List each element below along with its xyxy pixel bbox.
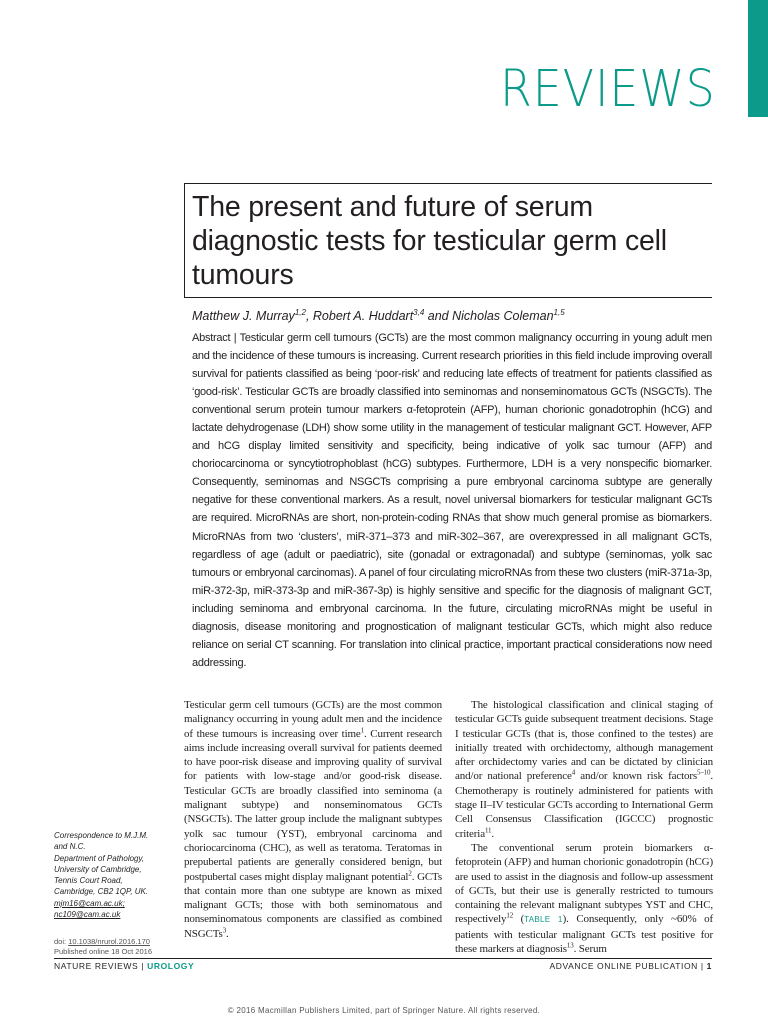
body-text: ). Consequently, only ~60% of patients with testicular malignant GCTs test positive for these markers at diagnosis: [455, 913, 713, 956]
body-text: . Current research aims include increasing overall survival for patients deemed to have poor-risk disease and improving quality of survival for patients with low-stage and/or good-risk disease. Testicular GCTs are broadly classified into seminoma (a malignant subtype) and nonseminomatous GCTs (NSGCTs). The latter group include the malignant subtypes yolk sac tumour (YST), embryonal carcinoma and choriocarcinoma (CHC), as well as teratoma. Teratomas in prepubertal patients are generally considered benign, but postpubertal cases might display malignant potential: [184, 727, 442, 883]
journal-name: NATURE REVIEWS: [54, 961, 139, 971]
body-paragraph: [455, 698, 713, 841]
abstract: [192, 329, 712, 672]
citation-ref[interactable]: 12: [506, 911, 514, 920]
author-name[interactable]: Matthew J. Murray: [192, 309, 295, 324]
correspondence-line: University of Cambridge,: [54, 864, 142, 874]
table-reference-link[interactable]: TABLE 1: [524, 915, 563, 925]
email-link[interactable]: nc109@cam.ac.uk: [54, 910, 121, 920]
body-text: . GCTs that contain more than one subtype are known as mixed malignant GCTs; those with both seminomatous and nonseminomatous components are classified as combined NSGCTs: [184, 870, 442, 940]
correspondence-line: Cambridge, CB2 1QP, UK.: [54, 887, 149, 897]
correspondence-line: Correspondence to M.J.M.: [54, 831, 149, 840]
body-column-2: [455, 698, 713, 956]
page-number: 1: [706, 961, 712, 971]
body-text: (: [513, 913, 525, 926]
author-affiliation: 3,4: [413, 308, 425, 317]
published-date: Published online 18 Oct 2016: [54, 947, 152, 956]
article-meta: [54, 937, 174, 957]
citation-ref[interactable]: 2: [408, 868, 412, 877]
footer-separator: |: [700, 961, 704, 971]
title-rule-left: [184, 183, 185, 297]
abstract-label: Abstract: [192, 332, 231, 344]
citation-ref[interactable]: 3: [222, 926, 227, 935]
body-text: and/or known risk factors: [575, 770, 697, 783]
footer-publication: [549, 961, 712, 971]
email-link[interactable]: mjm16@cam.ac.uk;: [54, 898, 125, 908]
author-name[interactable]: Robert A. Huddart: [312, 309, 414, 324]
body-column-1: [184, 698, 442, 941]
publication-status: ADVANCE ONLINE PUBLICATION: [549, 961, 698, 971]
body-text: Testicular germ cell tumours (GCTs) are the most common malignancy occurring in young adult men and the incidence of these tumours is increasing over time: [184, 699, 442, 740]
body-text: .: [226, 927, 229, 940]
correspondence-block: [54, 830, 169, 920]
author-separator: ,: [305, 309, 313, 324]
footer-separator: |: [141, 961, 145, 971]
citation-ref[interactable]: 5–10: [696, 768, 711, 777]
footer-rule: [54, 958, 712, 959]
journal-section: UROLOGY: [147, 961, 195, 971]
citation-ref[interactable]: 13: [566, 941, 574, 950]
doi-line: [54, 937, 174, 947]
correspondence-line: and N.C.: [54, 842, 86, 852]
abstract-separator: |: [230, 332, 240, 344]
citation-ref[interactable]: 1: [360, 725, 364, 734]
correspondence-line: Department of Pathology,: [54, 853, 145, 863]
author-affiliation: 1,5: [553, 308, 565, 317]
abstract-text: Testicular germ cell tumours (GCTs) are the most common malignancy occurring in young adult men and the incidence of these tumours is increasing. Current research priorities in this field include improving overall survival for patients classified as being ‘poor-risk’ and reducing late effects of treatment for patients classified as ‘good-risk’. Testicular GCTs are broadly classified into seminomas and nonseminomatous GCTs (NSGCTs). The conventional serum protein tumour markers α-fetoprotein (AFP), human chorionic gonadotrophin (hCG) and lactate dehydrogenase (LDH) show some utility in the management of testicular malignant GCT. However, AFP and hCG display limited sensitivity and specificity, being indicative of yolk sac tumour (AFP) and choriocarcinoma or syncytiotrophoblast (hCG) subtypes. Furthermore, LDH is a very nonspecific biomarker. Consequently, seminomas and NSGCTs comprising a pure embryonal carcinoma subtype are generally negative for these conventional markers. As a result, novel universal biomarkers for testicular malignant GCTs are required. MicroRNAs are short, non-protein-coding RNAs that show much general promise as biomarkers. MicroRNAs from two ‘clusters’, miR-371–373 and miR-302–367, are overexpressed in all malignant GCTs, regardless of age (adult or paediatric), site (gonadal or extragonadal) and subtype (seminomas, yolk sac tumours or embryonal carcinomas). A panel of four circulating microRNAs from these two clusters (miR-371a-3p, miR-372-3p, miR-373-3p and miR-367-3p) is highly sensitive and specific for the diagnosis of malignant GCT, including seminoma and embryonal carcinoma. In the future, circulating microRNAs might be useful in diagnosis, disease monitoring and prognostication of malignant testicular GCTs, which might also reduce reliance on serial CT scanning. For translation into clinical practice, important practical considerations now need addressing.: [192, 332, 712, 669]
author-affiliation: 1,2: [294, 308, 306, 317]
body-paragraph: [455, 841, 713, 956]
body-text: The conventional serum protein biomarkers α-fetoprotein (AFP) and human chorionic gonadotropin (hCG) are used to assist in the diagnosis and follow-up assessment of GCTs, but their use is generally restricted to tumours containing the relevant malignant subtypes YST and CHC, respectively: [455, 841, 713, 926]
footer-journal: [54, 961, 194, 971]
citation-ref[interactable]: 11: [484, 826, 492, 835]
body-text: The histological classification and clinical staging of testicular GCTs guide subsequent treatment decisions. Stage I testicular GCTs (that is, those confined to the testes) are initially treated with orchidectomy, although management after orchidectomy varies and can be dictated by clinician and/or national preference: [455, 699, 713, 783]
article-title: The present and future of serum diagnostic tests for testicular germ cell tumours: [192, 191, 667, 291]
body-paragraph: [184, 698, 442, 941]
body-text: . Chemotherapy is routinely administered for patients with stage II–IV testicular GCTs according to International Germ Cell Consensus Classification (IGCCC) prognostic criteria: [455, 770, 713, 840]
author-list: [192, 305, 712, 324]
body-text: . Serum: [573, 943, 607, 956]
author-name[interactable]: Nicholas Coleman: [452, 309, 554, 324]
doi-link[interactable]: 10.1038/nrurol.2016.170: [68, 937, 150, 946]
author-separator: and: [424, 309, 453, 324]
correspondence-line: Tennis Court Road,: [54, 876, 123, 886]
title-rule-bottom: [184, 297, 712, 298]
doi-prefix: doi:: [54, 937, 67, 946]
title-rule-top: [184, 183, 712, 184]
accent-bar: [748, 0, 768, 117]
section-label: REVIEWS: [500, 60, 716, 119]
copyright-notice: © 2016 Macmillan Publishers Limited, part of Springer Nature. All rights reserved.: [227, 1006, 541, 1015]
citation-ref[interactable]: 4: [571, 768, 576, 777]
body-text: .: [491, 827, 495, 840]
